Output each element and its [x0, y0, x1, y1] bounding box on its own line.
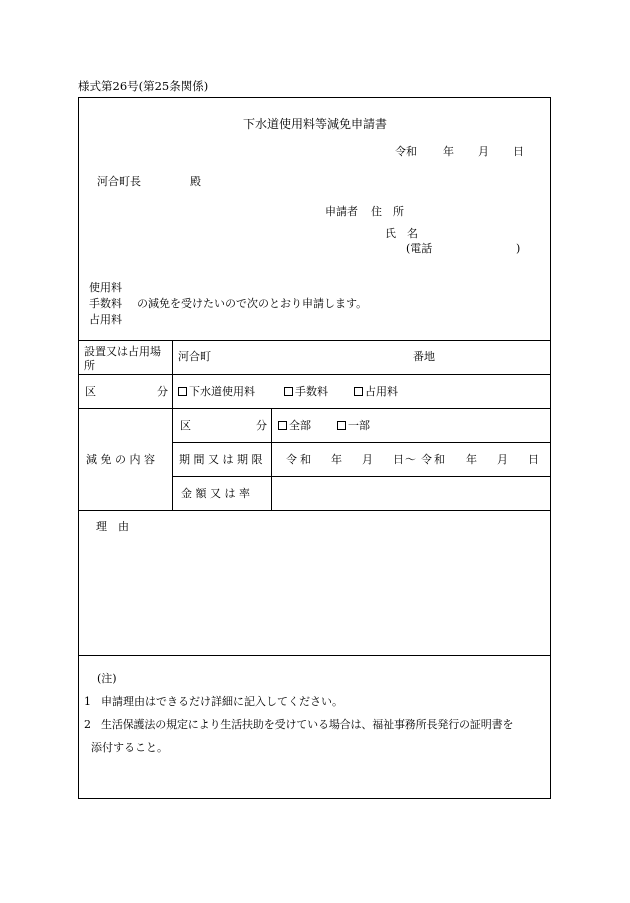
amount-field[interactable] — [272, 477, 550, 509]
reason-label: 理 由 — [96, 520, 129, 533]
note-1-text: 申請理由はできるだけ詳細に記入してください。 — [101, 695, 343, 708]
addressee-honorific: 殿 — [190, 175, 201, 188]
period-end-month[interactable]: 月 — [497, 453, 508, 466]
period-end-era: 令和 — [421, 453, 447, 466]
checkbox-icon — [337, 421, 346, 430]
checkbox-icon — [284, 387, 293, 396]
period-start-year[interactable]: 年 — [331, 453, 342, 466]
date-month[interactable]: 月 — [478, 145, 489, 158]
form-number: 様式第26号(第25条関係) — [78, 79, 209, 93]
applicant-phone-open[interactable]: (電話 — [406, 242, 433, 255]
date-era: 令和 — [395, 145, 417, 158]
location-town[interactable]: 河合町 — [178, 350, 211, 363]
location-lot[interactable]: 番地 — [413, 350, 435, 363]
fee-occupancy: 占用料 — [89, 313, 122, 326]
checkbox-icon — [178, 387, 187, 396]
applicant-address-label[interactable]: 住 所 — [371, 205, 404, 218]
period-start-month[interactable]: 月 — [362, 453, 373, 466]
note-2-number: 2 — [84, 718, 91, 731]
applicant-name-label[interactable]: 氏 名 — [385, 227, 418, 240]
period-end-year[interactable]: 年 — [466, 453, 477, 466]
checkbox-icon — [278, 421, 287, 430]
period-start-day[interactable]: 日 — [393, 453, 404, 466]
location-label: 設置又は占用場所 — [84, 345, 161, 372]
period-separator: ～ — [405, 453, 416, 466]
note-2-text: 生活保護法の規定により生活扶助を受けている場合は、福祉事務所長発行の証明書を — [101, 718, 514, 731]
date-year[interactable]: 年 — [443, 145, 454, 158]
amount-label: 金 額 又 は 率 — [181, 487, 250, 500]
application-form — [78, 97, 551, 799]
scope-option-partial[interactable]: 一部 — [337, 420, 370, 431]
category-option-sewer[interactable]: 下水道使用料 — [178, 386, 255, 397]
checkbox-icon — [354, 387, 363, 396]
period-label: 期 間 又 は 期 限 — [179, 453, 263, 466]
exemption-label: 減 免 の 内 容 — [86, 453, 155, 466]
fee-handling: 手数料 — [89, 297, 122, 310]
applicant-label: 申請者 — [325, 205, 358, 218]
sub-category-label-a: 区 — [180, 419, 191, 432]
category-label-b: 分 — [157, 385, 168, 398]
sub-category-label-b: 分 — [256, 419, 267, 432]
notes-heading: (注) — [97, 672, 117, 685]
scope-option-all[interactable]: 全部 — [278, 420, 311, 431]
note-1-number: 1 — [84, 695, 91, 708]
purpose-sentence: の減免を受けたいので次のとおり申請します。 — [137, 297, 368, 310]
period-end-day[interactable]: 日 — [528, 453, 539, 466]
date-day[interactable]: 日 — [513, 145, 524, 158]
form-title: 下水道使用料等減免申請書 — [242, 117, 387, 131]
category-option-occupancy[interactable]: 占用料 — [354, 386, 398, 397]
fee-usage: 使用料 — [89, 281, 122, 294]
reason-field[interactable] — [79, 535, 550, 653]
category-label-a: 区 — [85, 385, 96, 398]
addressee-name: 河合町長 — [97, 175, 141, 188]
period-start-era: 令和 — [286, 453, 314, 466]
note-2-text-cont: 添付すること。 — [91, 741, 168, 754]
category-option-handling[interactable]: 手数料 — [284, 386, 328, 397]
applicant-phone-close: ) — [516, 242, 521, 255]
